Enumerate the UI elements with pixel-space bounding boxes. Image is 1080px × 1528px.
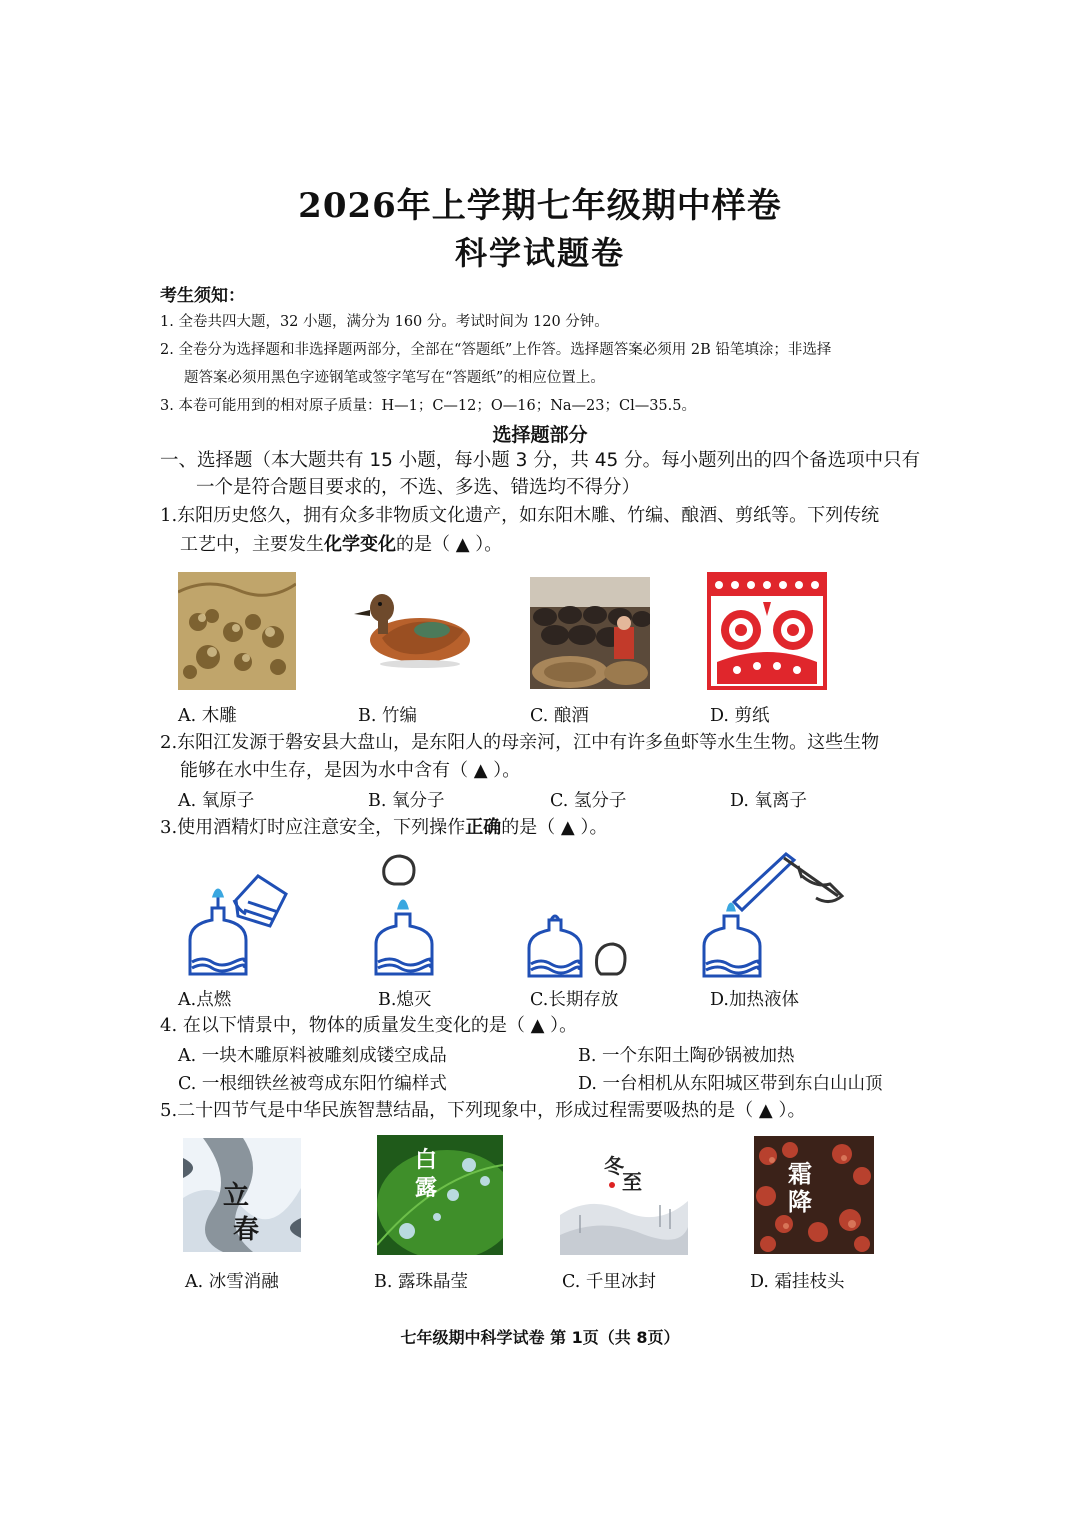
notice-item: 题答案必须用黑色字迹钢笔或签字笔写在“答题纸”的相应位置上。 <box>184 370 605 386</box>
image-caption: 立 <box>223 1181 250 1211</box>
paper-cut-image <box>707 572 827 690</box>
notice-heading: 考生须知： <box>160 286 245 306</box>
question-3-option[interactable]: A.点燃 <box>178 990 232 1010</box>
question-5-option[interactable]: D. 霜挂枝头 <box>750 1272 845 1292</box>
lamp-heating-image <box>698 848 848 980</box>
question-2-stem: 能够在水中生存，是因为水中含有（ ▲ ）。 <box>180 760 521 781</box>
question-1-option[interactable]: D. 剪纸 <box>710 706 770 726</box>
question-4-option[interactable]: B. 一个东阳土陶砂锅被加热 <box>578 1046 795 1066</box>
question-1-stem: 工艺中，主要发生化学变化的是（ ▲ ）。 <box>180 534 503 555</box>
section-title: 选择题部分 <box>492 424 588 446</box>
image-caption: 霜 <box>788 1159 812 1188</box>
bamboo-duck-image <box>352 580 474 672</box>
exam-title: 2026年上学期七年级期中样卷 <box>298 186 782 226</box>
question-4-option[interactable]: A. 一块木雕原料被雕刻成镂空成品 <box>178 1046 447 1066</box>
question-4-stem: 4. 在以下情景中，物体的质量发生变化的是（ ▲ ）。 <box>160 1015 578 1036</box>
wine-brewing-image <box>530 577 650 689</box>
image-caption: 春 <box>233 1215 260 1245</box>
frost-descent-image <box>754 1136 874 1254</box>
section-heading: 一个是符合题目要求的，不选、多选、错选均不得分） <box>196 477 641 498</box>
question-3-stem: 3.使用酒精灯时应注意安全，下列操作正确的是（ ▲ ）。 <box>160 817 608 838</box>
page-footer: 七年级期中科学试卷 第 1页（共 8页） <box>400 1328 680 1347</box>
question-2-option[interactable]: C. 氢分子 <box>550 791 627 811</box>
image-caption: 降 <box>788 1187 812 1216</box>
image-caption: 白 <box>415 1147 438 1173</box>
question-1-option[interactable]: A. 木雕 <box>178 706 237 726</box>
question-3-option[interactable]: B.熄灭 <box>378 990 432 1010</box>
question-3-option[interactable]: D.加热液体 <box>710 990 799 1010</box>
question-5-option[interactable]: B. 露珠晶莹 <box>374 1272 468 1292</box>
lamp-lighting-image <box>178 870 290 980</box>
image-caption: 冬 <box>604 1154 624 1178</box>
notice-item: 2. 全卷分为选择题和非选择题两部分，全部在“答题纸”上作答。选择题答案必须用 2B 铅笔填涂；非选择 <box>160 342 832 358</box>
lamp-extinguish-image <box>370 852 440 980</box>
question-2-option[interactable]: B. 氧分子 <box>368 791 445 811</box>
exam-subtitle: 科学试题卷 <box>454 234 625 272</box>
question-1-option[interactable]: C. 酿酒 <box>530 706 589 726</box>
question-1-option[interactable]: B. 竹编 <box>358 706 417 726</box>
image-caption: 至 <box>622 1170 642 1194</box>
question-4-option[interactable]: D. 一台相机从东阳城区带到东白山山顶 <box>578 1074 883 1094</box>
question-5-option[interactable]: C. 千里冰封 <box>562 1272 656 1292</box>
question-2-stem: 2.东阳江发源于磐安县大盘山，是东阳人的母亲河，江中有许多鱼虾等水生生物。这些生物 <box>160 732 880 753</box>
winter-solstice-image <box>560 1145 688 1255</box>
wood-carving-image <box>178 572 296 690</box>
section-heading: 一、选择题（本大题共有 15 小题，每小题 3 分，共 45 分。每小题列出的四个备选项中只有 <box>160 450 921 471</box>
image-caption: 露 <box>415 1175 438 1201</box>
start-of-spring-image <box>183 1138 301 1252</box>
question-2-option[interactable]: D. 氧离子 <box>730 791 808 811</box>
question-5-option[interactable]: A. 冰雪消融 <box>185 1272 279 1292</box>
question-5-stem: 5.二十四节气是中华民族智慧结晶，下列现象中，形成过程需要吸热的是（ ▲ ）。 <box>160 1100 806 1121</box>
question-3-option[interactable]: C.长期存放 <box>530 990 619 1010</box>
question-1-stem: 1.东阳历史悠久，拥有众多非物质文化遗产，如东阳木雕、竹编、酿酒、剪纸等。下列传统 <box>160 505 880 526</box>
lamp-storage-image <box>525 910 633 980</box>
question-2-option[interactable]: A. 氧原子 <box>178 791 255 811</box>
notice-item: 1. 全卷共四大题，32 小题，满分为 160 分。考试时间为 120 分钟。 <box>160 314 609 330</box>
question-4-option[interactable]: C. 一根细铁丝被弯成东阳竹编样式 <box>178 1074 447 1094</box>
notice-item: 3. 本卷可能用到的相对原子质量：H—1；C—12；O—16；Na—23；Cl—35.5。 <box>160 398 696 414</box>
white-dew-image <box>377 1135 503 1255</box>
